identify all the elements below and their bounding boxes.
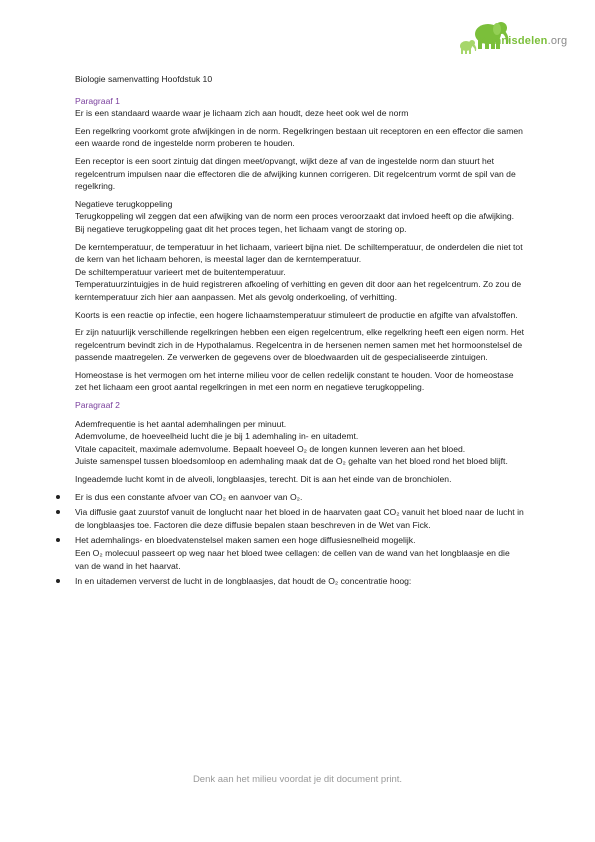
section-heading: Paragraaf 1 [75, 95, 120, 106]
paragraph: Er zijn natuurlijk verschillende regelkringen hebben een eigen regelcentrum, elke regelkring heeft een eigen norm. Het regelcentrum bevindt zich in de Hypothalamus. Regelcentra in de hersenen nemen samen met het hormoonstelsel de passende maatregelen. Ze verwerken de gegevens over de bloedwaarden uit de gespecialiseerde zintuigen. [75, 327, 525, 363]
paragraph: Er is een standaard waarde waar je lichaam zich aan houdt, deze heet ook wel de norm [75, 108, 409, 119]
bullet-list [75, 491, 525, 588]
bullet-icon [56, 510, 60, 514]
paragraph: Vitale capaciteit, maximale ademvolume. Bepaalt hoeveel O₂ de longen kunnen leveren aan het bloed. [75, 443, 466, 454]
list-item-text: Via diffusie gaat zuurstof vanuit de longlucht naar het bloed in de haarvaten gaat CO₂ vanuit het bloed naar de lucht in de longblaasjes toe. Factoren die deze diffusie bepalen staan beschreven in de Wet van Fick. [75, 507, 524, 530]
paragraph: Terugkoppeling wil zeggen dat een afwijking van de norm een proces veroorzaakt dat invloed heeft op die afwijking. Bij negatieve terugkoppeling gaat dit het proces tegen, het lichaam vangt de storing op. [75, 211, 515, 234]
bullet-icon [56, 538, 60, 542]
logo-tld: .org [547, 35, 568, 47]
list-item-text: Een O₂ molecuul passeert op weg naar het bloed twee cellagen: de cellen van de wand van het longblaasje en die van de wand in het haarvat. [75, 548, 510, 571]
list-item [75, 534, 525, 572]
list-item [75, 575, 525, 588]
list-item [75, 506, 525, 531]
paragraph: Homeostase is het vermogen om het interne milieu voor de cellen redelijk constant te houden. Voor de homeostase zet het lichaam een groot aantal regelkringen in met een norm en negatieve terugkoppeling. [75, 369, 514, 393]
document-title: Biologie samenvatting Hoofdstuk 10 [75, 74, 213, 84]
bullet-icon [56, 495, 60, 499]
subheading: Negatieve terugkoppeling [75, 198, 173, 209]
paragraph: Ademvolume, de hoeveelheid lucht die je bij 1 ademhaling in- en uitademt. [75, 431, 359, 442]
logo-wordmark [480, 35, 567, 47]
paragraph: Juiste samenspel tussen bloedsomloop en ademhaling maak dat de O₂ gehalte van het bloed rond het bloed blijft. [75, 456, 508, 467]
list-item-text: Het ademhalings- en bloedvatenstelsel maken samen een hoge diffusiesnelheid mogelijk. [75, 535, 416, 546]
footer-note: Denk aan het milieu voordat je dit document print. [192, 774, 403, 785]
paragraph: De kerntemperatuur, de temperatuur in het lichaam, varieert bijna niet. De schiltemperatuur, de onderdelen die niet tot de kern van het lichaam behoren, is meestal lager dan de kerntemperatuur. [75, 241, 523, 265]
site-logo[interactable] [456, 14, 586, 60]
list-item-text: Er is dus een constante afvoer van CO₂ en aanvoer van O₂. [75, 491, 303, 502]
bullet-icon [56, 579, 60, 583]
paragraph: Ademfrequentie is het aantal ademhalingen per minuut. [75, 418, 287, 429]
paragraph: Temperatuurzintuigjes in de huid registreren afkoeling of verhitting en geven dit door aan het regelcentrum. Zo zou de kerntemperatuur zich hier aan aanpassen. Met als gevolg onderkoeling, of verhitting. [75, 279, 522, 302]
list-item [75, 491, 525, 504]
paragraph: Een regelkring voorkomt grote afwijkingen in de norm. Regelkringen bestaan uit receptoren en een effector die samen een waarde rond de ingestelde norm proberen te houden. [75, 125, 523, 149]
list-item-text: In en uitademen ververst de lucht in de longblaasjes, dat houdt de O₂ concentratie hoog: [75, 576, 412, 587]
section-heading: Paragraaf 2 [75, 400, 120, 411]
document-body [75, 73, 525, 591]
paragraph: De schiltemperatuur varieert met de buitentemperatuur. [75, 266, 286, 277]
paragraph: Een receptor is een soort zintuig dat dingen meet/opvangt, wijkt deze af van de ingestelde norm dan stuurt het regelcentrum impulsen naar die effectoren die de afwijking kunnen corrigeren. Dit regelcentrum vormt de spil van de regelkring. [75, 155, 516, 192]
paragraph: Ingeademde lucht komt in de alveoli, longblaasjes, terecht. Dit is aan het einde van de bronchiolen. [75, 474, 452, 485]
paragraph: Koorts is een reactie op infectie, een hogere lichaamstemperatuur stimuleert de productie en afgifte van afvalstoffen. [75, 309, 518, 320]
logo-brand: Kennisdelen [480, 35, 548, 47]
